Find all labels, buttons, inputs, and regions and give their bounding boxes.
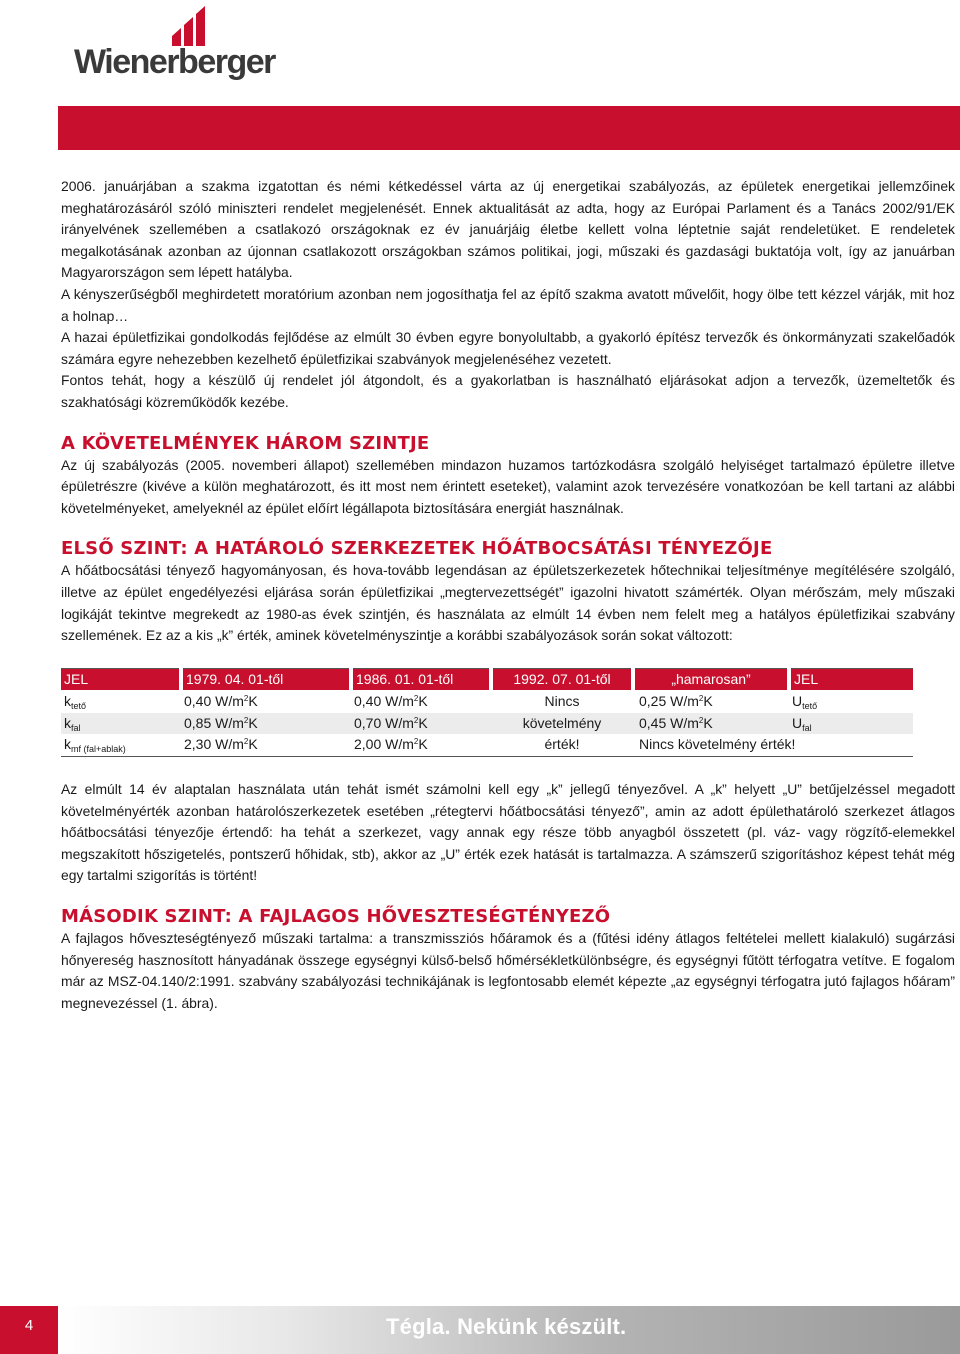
section3-paragraph: A fajlagos hőveszteségtényező műszaki tartalma: a transzmissziós hőáramok és a (fűtési idény átlagos feltételei mellett kialakuló) sugárzási hőnyereség hasznosított hányadának összege egységnyi külső-belső hőmérsékletkülönbségre, és egységnyi fűtött térfogatra vetítve. E fogalom már az MSZ-04.140/2:1991. szabvány szabályozási technikájának is legfontosabb elemét képezte „az egységnyi térfogatra jutó fajlagos hőáram” megnevezéssel (1. ábra). <box>61 930 955 1011</box>
k-value-requirements-table <box>61 668 913 757</box>
table-header-cell: 1992. 07. 01-től <box>491 668 633 691</box>
table-header-cell: 1986. 01. 01-től <box>351 668 491 691</box>
table-header-cell: „hamarosan” <box>633 668 789 691</box>
table-header-cell: JEL <box>789 668 913 691</box>
table-header-cell: JEL <box>61 668 181 691</box>
article-body <box>61 176 955 1014</box>
section1-paragraph: Az új szabályozás (2005. novemberi állapot) szellemében mindazon huzamos tartózkodásra szolgáló helyiséget tartalmazó épületre illetve épületrészre (kivéve a külön meghatározott, és itt most nem érintett eseteket), valamint azok tervezésére vonatkozóan be kell tartani az alábbi követelményeket, amelyeknél az épület előírt légállapota biztosítására energiát használnak. <box>61 456 955 516</box>
section2-paragraph-2: Az elmúlt 14 év alaptalan használata után tehát ismét számolni kell egy „k” jellegű tényezővel. A „k” helyett „U” betűjelzéssel megadott követelményérték azonban határolószerkezetek esetében „rétegtervi hőátbocsátási tényező”, amin az adott épülethatároló szerkezet átlagos hőátbocsátási tényezője értendő: ha tehát a szerkezet, vagy annak egy része több anyagból összetett (pl. váz- vagy rögzítő-elemekkel megszakított hőszigetelés, pontszerű hőhidak, stb), akkor az „U” érték ezek hatását is tartalmazza. A számszerű szigorításhoz képest tehát még egy tartalmi szigorítás is történt! <box>61 781 955 884</box>
brand-logo-text: Wienerberger <box>74 43 275 81</box>
table-row: $k_{tető}$ 0,40 $W/m^2K$ 0,40 $W/m^2K$ Nincs 0,25 $W/m^2K$ $U_{tető}$ <box>64 693 818 712</box>
intro-paragraph-3: A hazai épületfizikai gondolkodás fejlődése az elmúlt 30 évben egyre bonyolultabb, a gyakorló építész tervezők és önkormányzati szakelőadók számára egyre nehezebben kezelhető épületfizikai szabványok megjelenéséhez vezetett. <box>61 329 955 367</box>
table-row: $k_{mf (fal+ablak)}$ 2,30 $W/m^2K$ 2,00 $W/m^2K$ érték! Nincs követelmény érték! <box>61 734 913 756</box>
intro-paragraph-2: A kényszerűségből meghirdetett moratórium azonban nem jogosíthatja fel az építő szakma avatott művelőit, hogy ölbe tett kézzel várják, mit hoz a holnap… <box>61 285 955 324</box>
section2-paragraph-1: A hőátbocsátási tényező hagyományosan, és hova-tovább legendásan az épületszerkezetek hőtechnikai teljesítménye megítélésére szolgáló, illetve az épület engedélyezési eljárása során épületfizikai „megtervezettségét” igazolni hivatott számérték. Olyan mérőszám, mely műszaki logikáját tekintve megrekedt az 1980-as évek szintjén, és használata az elmúlt 14 évben nem felelt meg a hatályos épületfizikai szabvány szellemének. Ez az a kis „k” érték, aminek követelményszintje a korábbi szabályozások során sokat változott: <box>61 562 955 644</box>
section-heading-first-level: ELSŐ SZINT: A HATÁROLÓ SZERKEZETEK HŐÁTBOCSÁTÁSI TÉNYEZŐJE <box>61 538 773 560</box>
footer-slogan: Tégla. Nekünk készült. <box>386 1314 627 1339</box>
table-row: $k_{fal}$ 0,85 $W/m^2K$ 0,70 $W/m^2K$ követelmény 0,45 $W/m^2K$ $U_{fal}$ <box>61 713 913 735</box>
section-heading-second-level: MÁSODIK SZINT: A FAJLAGOS HŐVESZTESÉGTÉNYEZŐ <box>61 906 611 928</box>
table-header-row <box>61 668 913 691</box>
section-heading-three-levels: A KÖVETELMÉNYEK HÁROM SZINTJE <box>61 432 430 454</box>
page-number: 4 <box>24 1317 34 1334</box>
table-header-cell: 1979. 04. 01-től <box>181 668 351 691</box>
roof-bars-logo-icon <box>172 0 232 46</box>
header-red-band <box>58 106 960 150</box>
intro-paragraph-1: 2006. januárjában a szakma izgatottan és némi kétkedéssel várta az új energetikai szabályozás, az épületek energetikai jellemzőinek meghatározásáról szóló miniszteri rendelet megjelenését. Ennek aktualitását az adta, hogy az Európai Parlament és a Tanács 2002/91/EK irányelvének szellemében a csatlakozó országoknak ez év januárjáig életbe kellett volna léptetnie saját rendeletüket. E rendeletek megalkotásának azonban az újonnan csatlakozott országokban számos politikai, jogi, műszaki és gazdasági buktatója volt, így az januárban Magyarországon sem lépett hatályba. <box>61 178 955 281</box>
intro-paragraph-4: Fontos tehát, hogy a készülő új rendelet jól átgondolt, és a gyakorlatban is használható eljárásokat adjon a tervezők, üzemeltetők és szakhatósági közreműködők kezébe. <box>61 372 955 410</box>
brand-logo <box>72 0 322 90</box>
